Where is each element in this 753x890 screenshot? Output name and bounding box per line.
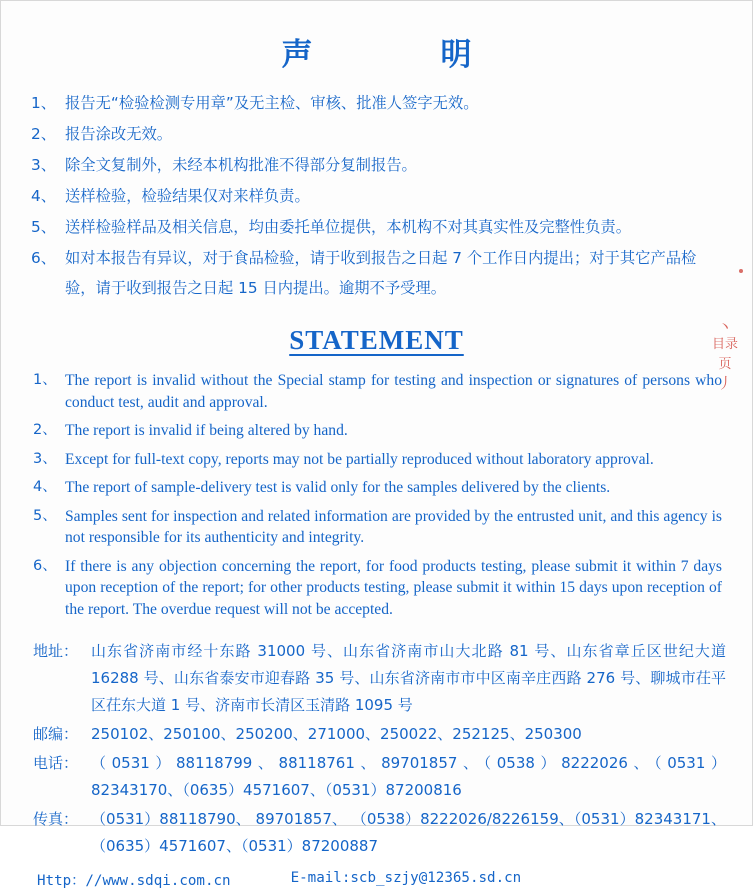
http-label: Http： — [37, 873, 86, 889]
address-value: 山东省济南市经十东路 31000 号、山东省济南市山大北路 81 号、山东省章丘区世纪大道 16288 号、山东省泰安市迎春路 35 号、山东省济南市市中区南辛庄西路 276 号、聊城市茌平区茌东大道 1 号、济南市长清区玉清路 1095 号 — [91, 642, 726, 714]
list-item — [33, 420, 722, 442]
list-item-number: 3、 — [33, 450, 57, 467]
list-item-text: The report of sample-delivery test is valid only for the samples delivered by the clients. — [65, 479, 611, 496]
list-item-text: 如对本报告有异议，对于食品检验，请于收到报告之日起 7 个工作日内提出；对于其它产品检验，请于收到报告之日起 15 日内提出。逾期不予受理。 — [65, 249, 697, 297]
list-item-number: 1、 — [33, 372, 57, 388]
http-value: //www.sdqi.com.cn — [85, 873, 231, 889]
list-item-number: 6、 — [31, 249, 57, 267]
email[interactable] — [291, 870, 522, 890]
list-item-text: Except for full-text copy, reports may not be partially reproduced without laboratory approval. — [65, 450, 654, 468]
stamp-mark-bottom: 丿 — [717, 374, 733, 392]
list-item-number: 6、 — [33, 557, 57, 574]
address-label: 地址： — [33, 642, 79, 660]
list-item — [31, 212, 724, 242]
chinese-title: 声 明 — [281, 37, 494, 73]
list-item-text: The report is invalid if being altered by hand. — [65, 422, 348, 439]
website[interactable] — [37, 870, 231, 890]
list-item-number: 5、 — [31, 218, 57, 236]
list-item-text: 除全文复制外，未经本机构批准不得部分复制报告。 — [65, 156, 417, 174]
list-item-number: 4、 — [31, 187, 57, 205]
list-item — [31, 119, 724, 149]
fax-label: 传真： — [33, 810, 79, 828]
list-item-text: Samples sent for inspection and related information are provided by the entrusted unit, and this agency is not responsible for its authenticity and integrity. — [65, 507, 722, 546]
list-item — [33, 556, 722, 621]
list-item-text: 报告无“检验检测专用章”及无主检、审核、批准人签字无效。 — [65, 94, 479, 112]
list-item-number: 2、 — [31, 125, 57, 143]
list-item-number: 2、 — [33, 422, 57, 438]
list-item — [33, 506, 722, 549]
fax-value: （0531）88118790、 89701857、 （0538）8222026/8226159、（0531）82343171、（0635）4571607、（0531）87200887 — [91, 810, 726, 855]
list-item — [33, 370, 722, 413]
list-item — [31, 150, 724, 180]
telephone-value: （0531）88118799、88118761、89701857、（0538）8222026、（0531）82343170、（0635）4571607、（0531）87200816 — [91, 754, 726, 799]
list-item-number: 1、 — [31, 94, 57, 112]
contact-block — [33, 638, 726, 860]
list-item-number: 3、 — [31, 156, 57, 174]
list-item — [33, 449, 722, 471]
red-side-stamp — [712, 319, 738, 391]
list-item-number: 5、 — [33, 507, 57, 524]
web-contact-row — [37, 870, 726, 890]
list-item-text: 送样检验，检验结果仅对来样负责。 — [65, 187, 310, 205]
list-item-number: 4、 — [33, 479, 57, 495]
email-value: scb_szjy@12365.sd.cn — [350, 870, 522, 886]
red-dot-mark — [739, 269, 743, 273]
telephone-label: 电话： — [33, 754, 79, 772]
email-label: E-mail: — [290, 870, 351, 886]
postcode-label: 邮编： — [33, 725, 79, 743]
list-item — [31, 181, 724, 211]
address-row — [33, 638, 726, 719]
telephone-row — [33, 750, 726, 804]
list-item — [33, 477, 722, 499]
list-item — [31, 243, 724, 303]
fax-row — [33, 806, 726, 860]
list-item-text: 报告涂改无效。 — [65, 125, 173, 143]
english-title: STATEMENT — [289, 325, 464, 355]
chinese-statement-list — [31, 88, 724, 303]
postcode-value: 250102、250100、250200、271000、250022、252125、250300 — [91, 725, 582, 743]
stamp-mark-top: 丶 — [717, 318, 733, 336]
english-statement-list — [33, 370, 722, 620]
list-item-text: The report is invalid without the Special stamp for testing and inspection or signatures of persons who conduct test, audit and approval. — [65, 372, 722, 411]
list-item-text: If there is any objection concerning the report, for food products testing, please submit it within 7 days upon reception of the report; for other products testing, please submit it within 15 days upon reception of the report. The overdue request will not be accepted. — [65, 557, 722, 618]
list-item — [31, 88, 724, 118]
stamp-text: 目录页 — [712, 337, 739, 372]
postcode-row — [33, 721, 726, 748]
list-item-text: 送样检验样品及相关信息，均由委托单位提供，本机构不对其真实性及完整性负责。 — [65, 218, 631, 236]
